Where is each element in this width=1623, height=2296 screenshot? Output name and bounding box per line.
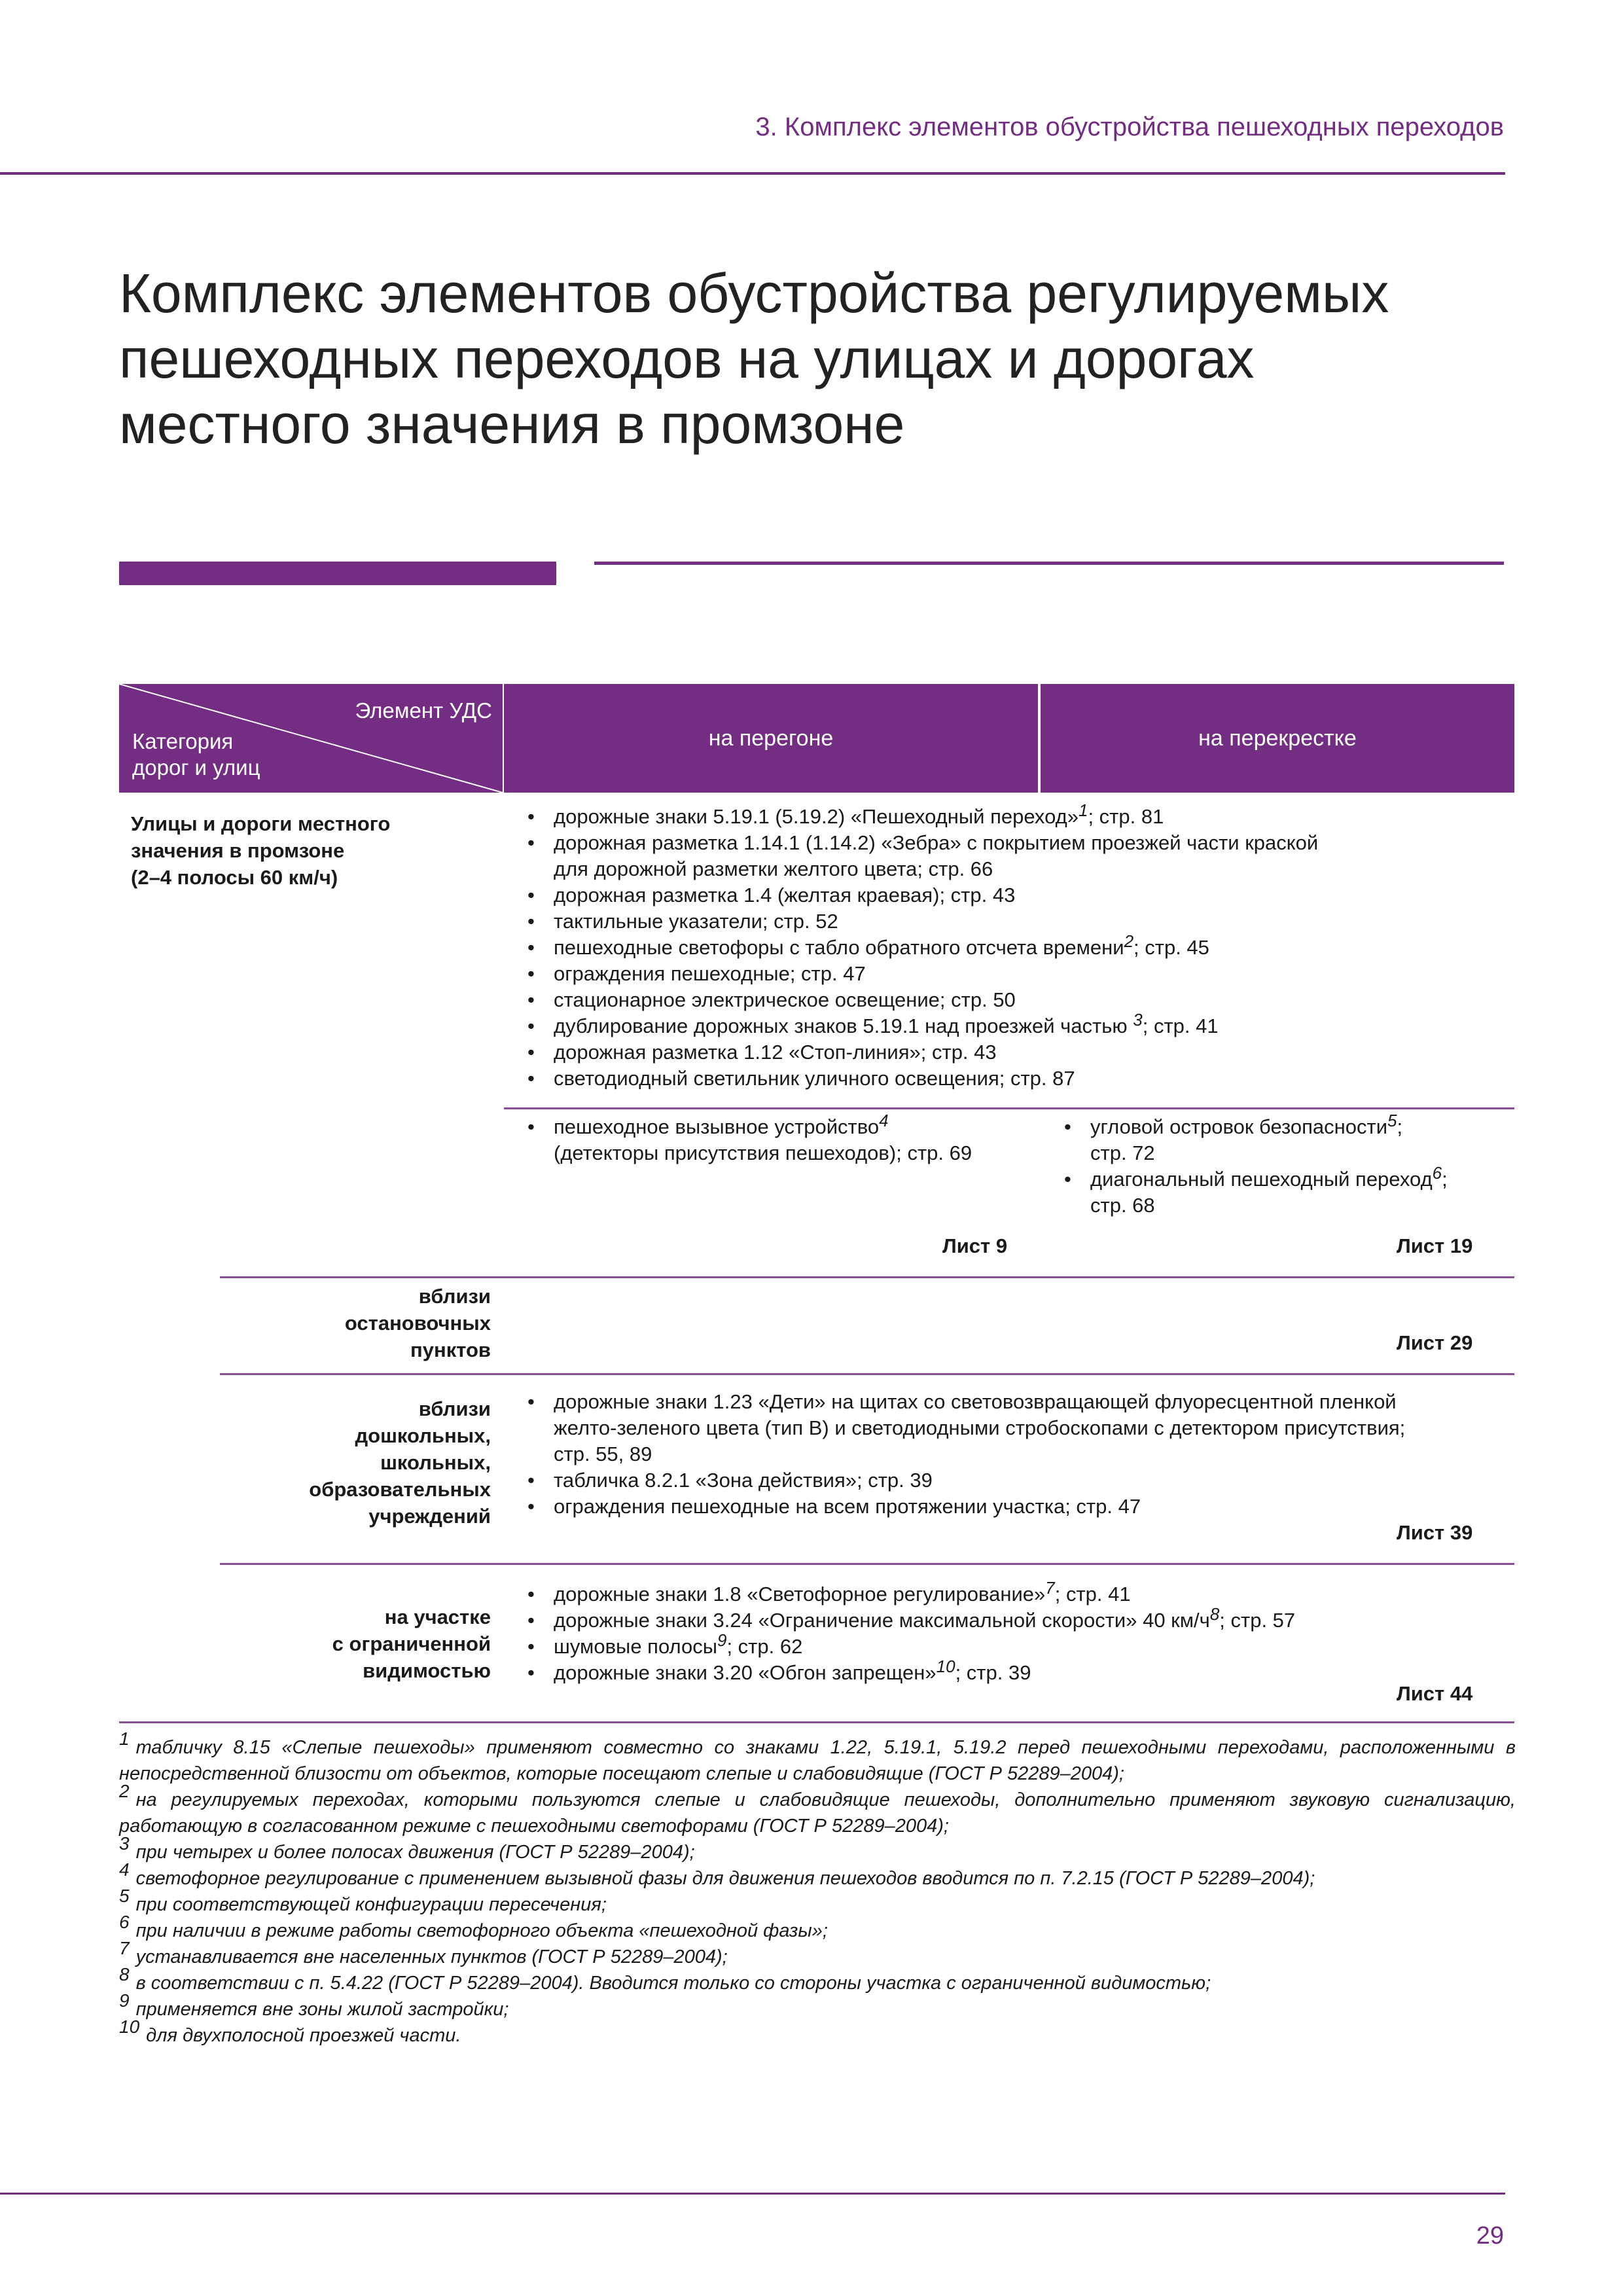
list-item: стр. 72: [1090, 1141, 1155, 1164]
footnote: 5 при соответствующей конфигурации пересечения;: [119, 1886, 607, 1915]
row-label-line: образовательных: [309, 1478, 491, 1501]
footnote: 2 на регулируемых переходах, которыми пользуются слепые и слабовидящие пешеходы, дополнительно применяют звуковую сигнализацию, работающую в согласованном режиме с пешеходными светофорами (ГОСТ Р 52289–2004);: [119, 1781, 1516, 1837]
list-item: • тактильные указатели; стр. 52: [524, 908, 1505, 935]
footnote: 7 устанавливается вне населенных пунктов (ГОСТ Р 52289–2004);: [119, 1938, 728, 1967]
row-label-line: с ограниченной: [332, 1632, 491, 1655]
stops-row-label: [262, 1283, 491, 1363]
list-item: стр. 68: [1090, 1194, 1155, 1217]
sheet-ref: Лист 29: [1397, 1331, 1473, 1354]
schools-row-label: [262, 1395, 491, 1530]
header-category-line: дорог и улиц: [132, 755, 260, 780]
row-label-line: вблизи: [418, 1397, 491, 1420]
row-divider: [220, 1276, 1514, 1278]
list-item: для дорожной разметки желтого цвета; стр. 66: [554, 857, 993, 880]
list-item: • дорожные знаки 5.19.1 (5.19.2) «Пешеходный переход»$^1$; стр. 81: [524, 804, 1505, 830]
sheet-ref: Лист 39: [1397, 1521, 1473, 1544]
list-item: • ограждения пешеходные на всем протяжении участка; стр. 47: [524, 1494, 1512, 1520]
decorative-line: [594, 562, 1504, 565]
row-divider: [220, 1373, 1514, 1375]
page-title-line: пешеходных переходов на улицах и дорогах: [119, 328, 1255, 389]
row-divider: [504, 1107, 1514, 1109]
footnote: 3 при четырех и более полосах движения (ГОСТ Р 52289–2004);: [119, 1833, 695, 1863]
list-item: • дублирование дорожных знаков 5.19.1 над проезжей частью $^3$; стр. 41: [524, 1013, 1505, 1039]
footnote: 9 применяется вне зоны жилой застройки;: [119, 1990, 509, 2020]
row-label-line: дошкольных,: [355, 1424, 491, 1447]
header-divider: [0, 172, 1505, 175]
footnote: 4 светофорное регулирование с применением вызывной фазы для движения пешеходов вводится по п. 7.2.15 (ГОСТ Р 52289–2004);: [119, 1859, 1315, 1889]
list-item: желто-зеленого цвета (тип В) и светодиодными стробоскопами с детектором присутствия;: [554, 1416, 1406, 1439]
row-label-line: значения в промзоне: [131, 839, 345, 862]
list-item: • стационарное электрическое освещение; стр. 50: [524, 987, 1505, 1013]
list-item: • дорожные знаки 1.8 «Светофорное регулирование»$^7$; стр. 41: [524, 1581, 1512, 1607]
list-item: • дорожные знаки 1.23 «Дети» на щитах со световозвращающей флуоресцентной пленкой: [524, 1389, 1512, 1415]
row-label-line: остановочных: [344, 1312, 491, 1335]
list-item: • пешеходные светофоры с табло обратного отсчета времени$^2$; стр. 45: [524, 935, 1505, 961]
list-item: • дорожные знаки 3.20 «Обгон запрещен»$^{10}$; стр. 39: [524, 1660, 1512, 1686]
sheet-ref: Лист 44: [1397, 1682, 1473, 1705]
decorative-bar: [119, 562, 556, 585]
row-label-line: (2–4 полосы 60 км/ч): [131, 866, 338, 889]
main-row-label: [131, 810, 390, 891]
sheet-ref: Лист 19: [1397, 1234, 1473, 1257]
footer-divider: [0, 2193, 1505, 2195]
list-item: • светодиодный светильник уличного освещения; стр. 87: [524, 1066, 1505, 1092]
page-title-line: Комплекс элементов обустройства регулируемых: [119, 262, 1389, 324]
list-item: • угловой островок безопасности$^5$;: [1060, 1114, 1518, 1140]
row-label-line: учреждений: [368, 1505, 491, 1528]
visibility-row-list: [524, 1578, 1512, 1686]
list-item: • дорожная разметка 1.12 «Стоп-линия»; стр. 43: [524, 1039, 1505, 1066]
footnotes: [119, 1729, 1516, 2049]
list-item: (детекторы присутствия пешеходов); стр. 69: [554, 1141, 972, 1164]
list-item: стр. 55, 89: [554, 1443, 652, 1465]
list-item: • дорожная разметка 1.14.1 (1.14.2) «Зебра» с покрытием проезжей части краской: [524, 830, 1505, 856]
header-element-label: Элемент УДС: [355, 698, 492, 723]
list-item: • дорожные знаки 3.24 «Ограничение максимальной скорости» 40 $км/ч^8$; стр. 57: [524, 1607, 1512, 1634]
row-label-line: школьных,: [380, 1451, 491, 1474]
sheet-ref: Лист 9: [942, 1234, 1008, 1257]
main-row-subcol-intersection: [1060, 1111, 1518, 1219]
table-bottom-divider: [119, 1721, 1514, 1723]
row-label-line: вблизи: [418, 1285, 491, 1308]
page-number: 29: [1476, 2222, 1504, 2250]
list-item: • табличка 8.2.1 «Зона действия»; стр. 39: [524, 1467, 1512, 1494]
row-label-line: на участке: [384, 1605, 491, 1628]
table-header-diagonal-cell: [119, 684, 503, 793]
row-divider: [220, 1563, 1514, 1565]
footnote: 1 табличку 8.15 «Слепые пешеходы» применяют совместно со знаками 1.22, 5.19.1, 5.19.2 перед пешеходными переходами, расположенными в непосредственной близости от объектов, которые посещают слепые и слабовидящие (ГОСТ Р 52289–2004);: [119, 1729, 1516, 1784]
schools-row-list: [524, 1389, 1512, 1520]
header-col-stretch: на перегоне: [504, 684, 1038, 793]
page-title: [119, 260, 1526, 457]
section-header: 3. Комплекс элементов обустройства пешеходных переходов: [755, 113, 1504, 141]
footnote: 8 в соответствии с п. 5.4.22 (ГОСТ Р 52289–2004). Вводится только со стороны участка с ограниченной видимостью;: [119, 1964, 1211, 1994]
header-col-intersection: на перекрестке: [1041, 684, 1514, 793]
row-label-line: видимостью: [363, 1659, 491, 1682]
header-category-line: Категория: [132, 729, 234, 753]
row-label-line: Улицы и дороги местного: [131, 812, 391, 835]
header-category-label: [132, 728, 260, 781]
visibility-row-label: [262, 1604, 491, 1684]
list-item: • пешеходное вызывное устройство$^4$: [524, 1114, 1021, 1140]
list-item: • шумовые полосы$^9$; стр. 62: [524, 1634, 1512, 1660]
page-title-line: местного значения в промзоне: [119, 393, 905, 455]
footnote: 6 при наличии в режиме работы светофорного объекта «пешеходной фазы»;: [119, 1912, 828, 1941]
list-item: • дорожная разметка 1.4 (желтая краевая); стр. 43: [524, 882, 1505, 908]
row-label-line: пунктов: [410, 1338, 491, 1361]
main-row-list: [524, 800, 1505, 1092]
footnote: 10 для двухполосной проезжей части.: [119, 2017, 461, 2046]
list-item: • диагональный пешеходный переход$^6$;: [1060, 1166, 1518, 1193]
list-item: • ограждения пешеходные; стр. 47: [524, 961, 1505, 987]
main-row-subcol-stretch: [524, 1111, 1021, 1166]
